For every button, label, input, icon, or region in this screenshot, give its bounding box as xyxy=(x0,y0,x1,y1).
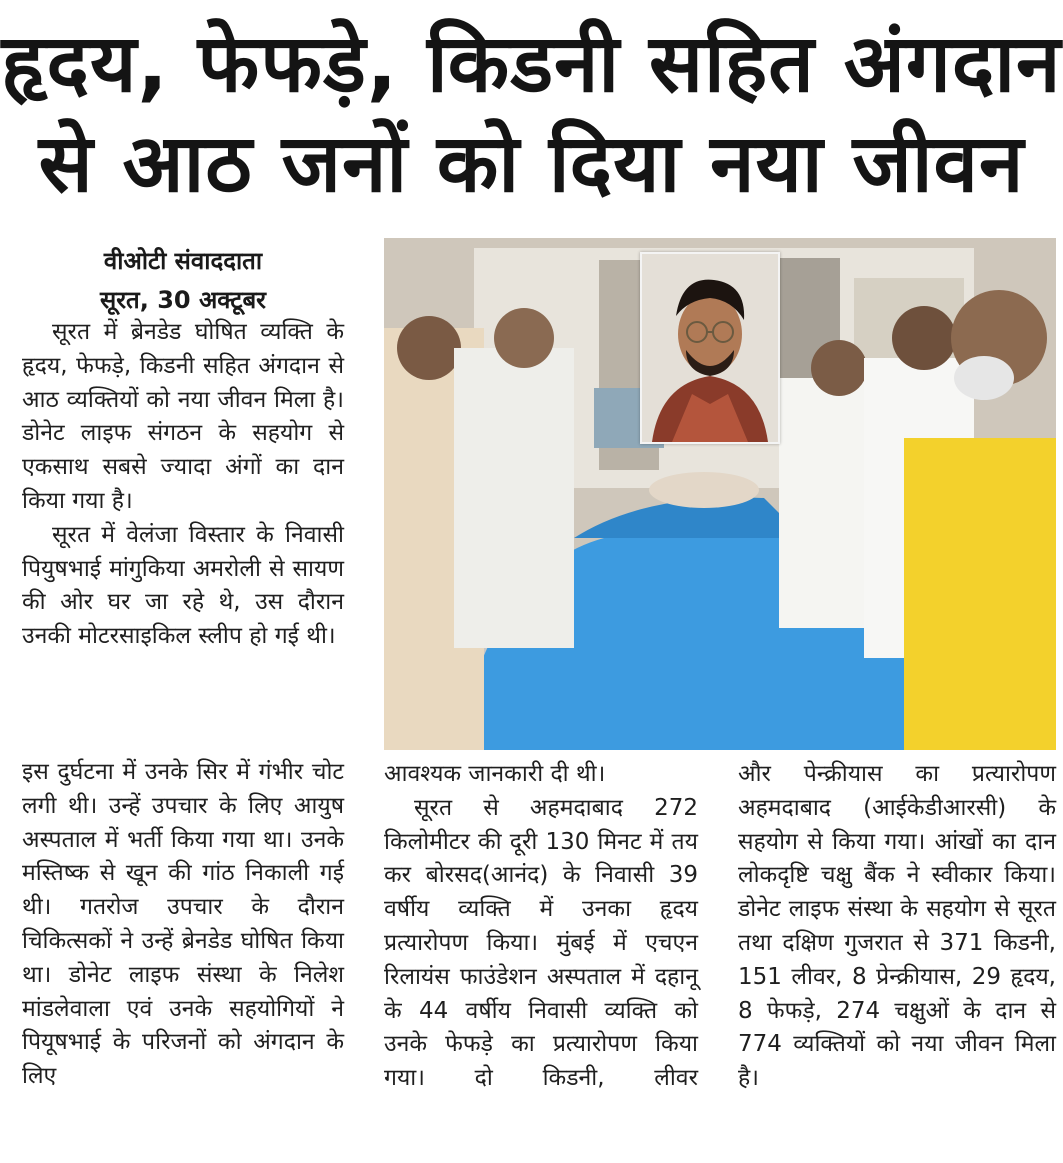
headline xyxy=(0,14,1063,214)
byline-reporter: वीओटी संवाददाता xyxy=(103,247,263,275)
article-paragraph-2-end: आवश्यक जानकारी दी थी। xyxy=(384,761,606,787)
article-paragraph-3: सूरत से अहमदाबाद 272 किलोमीटर की दूरी 130 मिनट में तय कर बोरसद(आनंद) के निवासी 39 वर्षीय व्यक्ति में उनका हृदय प्रत्यारोपण किया। मुंबई में एचएन रिलायंस फाउंडेशन अस्पताल में दहानू के 44 वर्षीय निवासी व्यक्ति को उनके फेफड़े का प्रत्यारोपण किया गया। दो किडनी, लीवर xyxy=(384,794,698,1092)
article-paragraph-2-continued: इस दुर्घटना में उनके सिर में गंभीर चोट लगी थी। उन्हें उपचार के लिए आयुष अस्पताल में भर्ती किया गया था। उनके मस्तिष्क से खून की गांठ निकाली गई थी। गतरोज उपचार के दौरान चिकित्सकों ने उन्हें ब्रेनडेड घोषित किया था। डोनेट लाइफ संस्था के निलेश मांडलेवाला एवं उनके सहयोगियों ने पियूषभाई के परिजनों को अंगदान के लिए xyxy=(22,759,344,1090)
headline-line-1: हृदय, फेफड़े, किडनी सहित अंगदान xyxy=(1,17,1062,110)
article-paragraph-1: सूरत में ब्रेनडेड घोषित व्यक्ति के हृदय, फेफड़े, किडनी सहित अंगदान से आठ व्यक्तियों को नया जीवन मिला है। डोनेट लाइफ संगठन के सहयोग से एकसाथ सबसे ज्यादा अंगों का दान किया गया है। xyxy=(22,319,344,514)
article-column-3 xyxy=(738,758,1056,1096)
article-column-2 xyxy=(384,758,698,1096)
article-column-1-lower xyxy=(22,756,344,1094)
donor-portrait-icon xyxy=(640,252,780,444)
hospital-organ-donation-photo-icon xyxy=(384,238,1056,750)
headline-line-2: से आठ जनों को दिया नया जीवन xyxy=(38,117,1025,210)
donor-portrait-drawing xyxy=(642,254,778,442)
article-paragraph-3-continued: और पेन्क्रीयास का प्रत्यारोपण अहमदाबाद (आईकेडीआरसी) के सहयोग से किया गया। आंखों का दान लोकदृष्टि चक्षु बैंक ने स्वीकार किया। डोनेट लाइफ संस्था के सहयोग से सूरत तथा दक्षिण गुजरात से 371 किडनी, 151 लीवर, 8 प्रेन्क्रीयास, 29 हृदय, 8 फेफड़े, 274 चक्षुओं के दान से 774 व्यक्तियों को नया जीवन मिला है। xyxy=(738,761,1056,1092)
article-paragraph-2: सूरत में वेलंजा विस्तार के निवासी पियुषभाई मांगुकिया अमरोली से सायण की ओर घर जा रहे थे, उस दौरान उनकी मोटरसाइकिल स्लीप हो गई थी। xyxy=(22,521,344,650)
article-column-1 xyxy=(22,316,344,654)
byline-dateline: सूरत, 30 अक्टूबर xyxy=(100,286,266,314)
